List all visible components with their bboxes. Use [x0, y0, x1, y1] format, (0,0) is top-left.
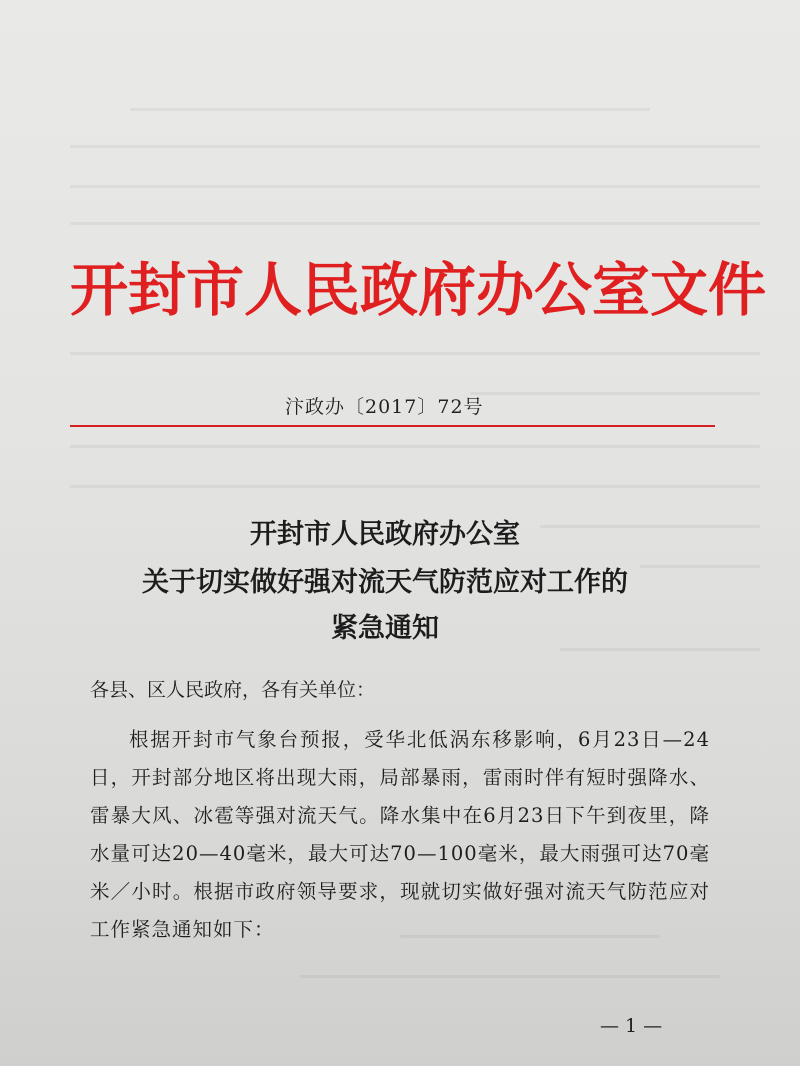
bleed-through-line — [70, 352, 760, 355]
bleed-through-line — [130, 108, 650, 111]
bleed-through-line — [70, 222, 760, 225]
bleed-through-line — [300, 975, 720, 978]
page-number: — 1 — — [600, 1015, 663, 1037]
issuing-authority-header: 开封市人民政府办公室文件 — [70, 256, 767, 324]
notice-body-paragraph: 根据开封市气象台预报，受华北低涡东移影响，6月23日—24日，开封部分地区将出现大雨，局部暴雨，雷雨时伴有短时强降水、雷暴大风、冰雹等强对流天气。降水集中在6月23日下午到夜里，降水量可达20—40毫米，最大可达70—100毫米，最大雨强可达70毫米／小时。根据市政府领导要求，现就切实做好强对流天气防范应对工作紧急通知如下： — [90, 728, 710, 941]
bleed-through-line — [470, 392, 760, 395]
notice-title-line-1: 开封市人民政府办公室 — [250, 519, 520, 550]
bleed-through-line — [70, 145, 760, 148]
bleed-through-line — [560, 648, 760, 651]
salutation: 各县、区人民政府，各有关单位： — [90, 679, 376, 701]
document-number: 汴政办〔2017〕72号 — [285, 396, 484, 418]
notice-title-line-3: 紧急通知 — [331, 613, 439, 644]
notice-title-line-2: 关于切实做好强对流天气防范应对工作的 — [142, 567, 628, 598]
bleed-through-line — [70, 185, 760, 188]
red-divider-line — [70, 425, 715, 427]
bleed-through-line — [70, 485, 760, 488]
bleed-through-line — [70, 445, 760, 448]
